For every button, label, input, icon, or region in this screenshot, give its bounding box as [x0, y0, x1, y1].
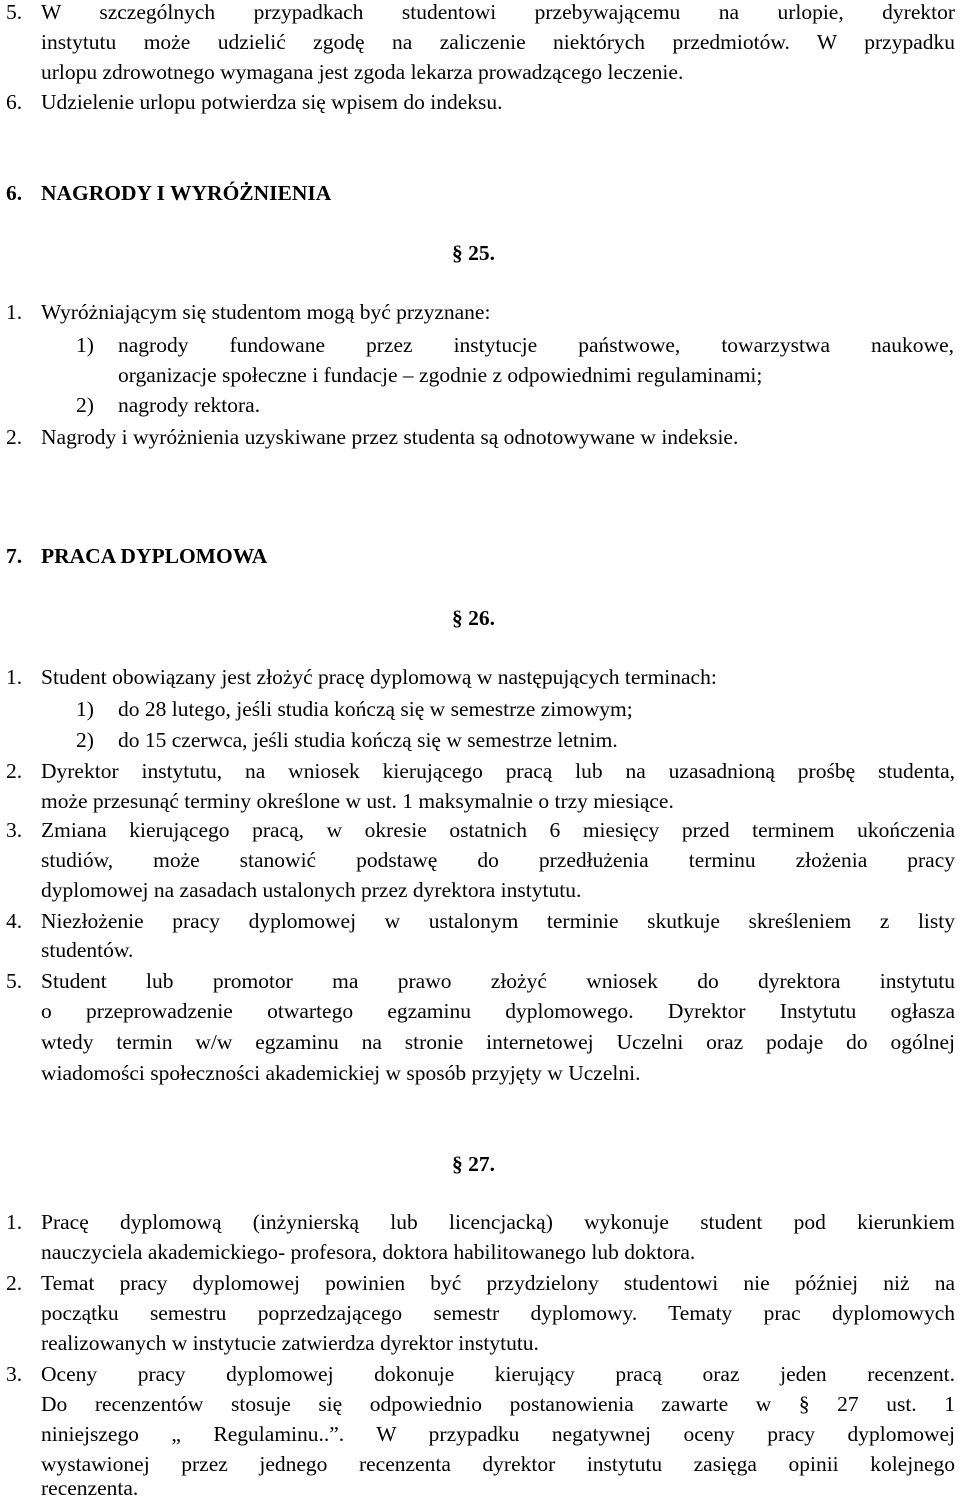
item-text: Dyrektor instytutu, na wniosek kierującego pracą lub na uzasadnioną prośbę studenta, [41, 759, 955, 783]
item-text: Wyróżniającym się studentom mogą być przyznane: [41, 300, 491, 324]
list-item [0, 297, 960, 327]
list-item-continuation [0, 1328, 960, 1358]
list-item-continuation [0, 1473, 960, 1503]
item-number: 1. [6, 1210, 23, 1234]
sub-list-item [0, 330, 960, 360]
list-item [0, 1268, 960, 1298]
item-text: dyplomowej na zasadach ustalonych przez dyrektora instytutu. [41, 878, 582, 902]
list-item-continuation [0, 27, 960, 57]
item-text: W szczególnych przypadkach studentowi przebywającemu na urlopie, dyrektor [41, 0, 955, 24]
list-item-continuation [0, 996, 960, 1026]
list-item-continuation [0, 1389, 960, 1419]
item-text: instytutu może udzielić zgodę na zaliczenie niektórych przedmiotów. W przypadku [41, 30, 955, 54]
item-text: wtedy termin w/w egzaminu na stronie internetowej Uczelni oraz podaje do ogólnej [41, 1030, 955, 1054]
item-number: 2. [6, 1271, 23, 1295]
subitem-number: 1) [76, 697, 94, 721]
section-title: NAGRODY I WYRÓŻNIENIA [41, 181, 332, 205]
item-text: niniejszego „ Regulaminu..”. W przypadku negatywnej oceny pracy dyplomowej [41, 1422, 955, 1446]
subitem-number: 2) [76, 728, 94, 752]
item-number: 2. [6, 759, 23, 783]
item-number: 5. [6, 0, 23, 24]
list-item [0, 756, 960, 786]
item-number: 4. [6, 909, 23, 933]
item-text: Temat pracy dyplomowej powinien być przydzielony studentowi nie później niż na [41, 1271, 955, 1295]
list-item [0, 815, 960, 845]
item-number: 1. [6, 665, 23, 689]
paragraph-number: § 25. [452, 241, 495, 265]
item-text: Pracę dyplomową (inżynierską lub licencjacką) wykonuje student pod kierunkiem [41, 1210, 955, 1234]
item-text: początku semestru poprzedzającego semestr dyplomowy. Tematy prac dyplomowych [41, 1301, 955, 1325]
section-heading [6, 541, 960, 571]
subitem-number: 2) [76, 393, 94, 417]
list-item-continuation [0, 57, 960, 87]
paragraph-number: § 27. [452, 1152, 495, 1176]
list-item [0, 662, 960, 692]
sub-list-item [0, 725, 960, 755]
item-number: 2. [6, 425, 23, 449]
section-number: 6. [6, 181, 23, 205]
item-text: Zmiana kierującego pracą, w okresie ostatnich 6 miesięcy przed terminem ukończenia [41, 818, 955, 842]
item-text: o przeprowadzenie otwartego egzaminu dyplomowego. Dyrektor Instytutu ogłasza [41, 999, 955, 1023]
item-number: 3. [6, 1362, 23, 1386]
sub-list-item [0, 390, 960, 420]
item-text: urlopu zdrowotnego wymagana jest zgoda lekarza prowadzącego leczenie. [41, 60, 684, 84]
list-item-continuation [0, 875, 960, 905]
item-number: 1. [6, 300, 23, 324]
section-number: 7. [6, 544, 23, 568]
sub-list-item [0, 694, 960, 724]
subitem-text: nagrody fundowane przez instytucje państwowe, towarzystwa naukowe, [118, 333, 954, 357]
list-item-continuation [0, 1237, 960, 1267]
item-number: 3. [6, 818, 23, 842]
section-heading [6, 178, 960, 208]
list-item-continuation [0, 1058, 960, 1088]
list-item-continuation [0, 1419, 960, 1449]
item-text: wiadomości społeczności akademickiej w sposób przyjęty w Uczelni. [41, 1061, 641, 1085]
list-item [0, 422, 960, 452]
list-item [0, 87, 960, 117]
list-item [0, 906, 960, 936]
item-text: Nagrody i wyróżnienia uzyskiwane przez studenta są odnotowywane w indeksie. [41, 425, 739, 449]
item-text: może przesunąć terminy określone w ust. 1 maksymalnie o trzy miesiące. [41, 789, 674, 813]
list-item [0, 1207, 960, 1237]
list-item-continuation [0, 1298, 960, 1328]
section-title: PRACA DYPLOMOWA [41, 544, 268, 568]
item-number: 5. [6, 969, 23, 993]
item-text: Udzielenie urlopu potwierdza się wpisem do indeksu. [41, 90, 503, 114]
item-text: nauczyciela akademickiego- profesora, doktora habilitowanego lub doktora. [41, 1240, 696, 1264]
item-text: studiów, może stanowić podstawę do przedłużenia terminu złożenia pracy [41, 848, 955, 872]
item-number: 6. [6, 90, 23, 114]
subitem-number: 1) [76, 333, 94, 357]
item-text: Student obowiązany jest złożyć pracę dyplomową w następujących terminach: [41, 665, 717, 689]
subitem-text: nagrody rektora. [118, 393, 261, 417]
subitem-text: organizacje społeczne i fundacje – zgodnie z odpowiednimi regulaminami; [118, 363, 763, 387]
item-text: Oceny pracy dyplomowej dokonuje kierujący pracą oraz jeden recenzent. [41, 1362, 955, 1386]
item-text: studentów. [41, 938, 134, 962]
sub-list-item-continuation [0, 360, 960, 390]
list-item [0, 1359, 960, 1389]
item-text: Student lub promotor ma prawo złożyć wniosek do dyrektora instytutu [41, 969, 955, 993]
item-text: realizowanych w instytucie zatwierdza dyrektor instytutu. [41, 1331, 539, 1355]
subitem-text: do 15 czerwca, jeśli studia kończą się w semestrze letnim. [118, 728, 618, 752]
list-item [0, 0, 960, 27]
list-item-continuation [0, 935, 960, 965]
list-item-continuation [0, 845, 960, 875]
item-text: recenzenta. [41, 1476, 139, 1500]
list-item-continuation [0, 786, 960, 816]
list-item [0, 966, 960, 996]
paragraph-number: § 26. [452, 606, 495, 630]
item-text: Do recenzentów stosuje się odpowiednio postanowienia zawarte w § 27 ust. 1 [41, 1392, 955, 1416]
subitem-text: do 28 lutego, jeśli studia kończą się w semestrze zimowym; [118, 697, 633, 721]
list-item-continuation [0, 1027, 960, 1057]
item-text: Niezłożenie pracy dyplomowej w ustalonym terminie skutkuje skreśleniem z listy [41, 909, 955, 933]
item-text: wystawionej przez jednego recenzenta dyrektor instytutu zasięga opinii kolejnego [41, 1452, 955, 1476]
